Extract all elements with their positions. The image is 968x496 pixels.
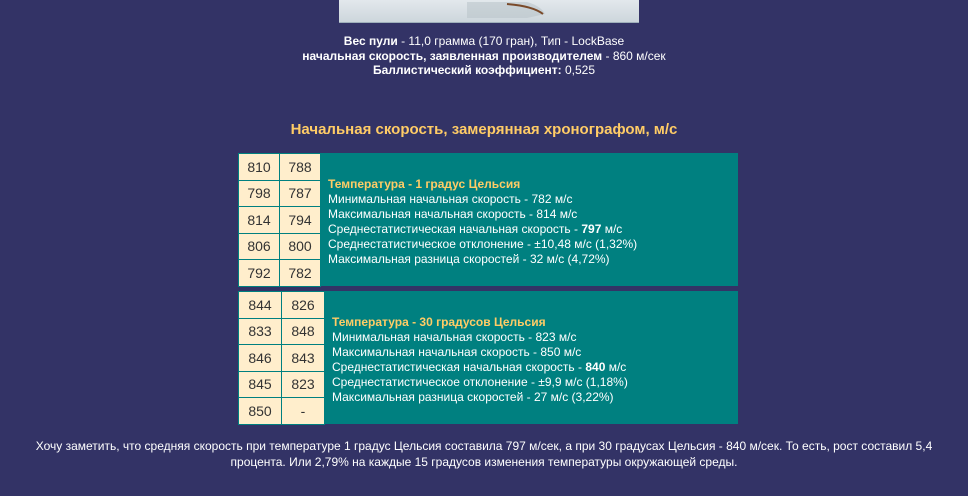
reading-cell: 810 [239, 154, 279, 180]
table-row [239, 260, 320, 286]
reading-cell: 848 [282, 319, 324, 345]
spec-velocity-line [0, 49, 968, 64]
stat-stdev: Среднестатистическое отклонение - ±9,9 м/с (1,18%) [332, 375, 628, 389]
spec-bc-line [0, 63, 968, 78]
spec-weight-value: - 11,0 грамма (170 гран), Тип - LockBase [397, 34, 625, 48]
reading-cell: - [282, 398, 324, 424]
reading-cell: 814 [239, 207, 279, 233]
spec-bc-value: 0,525 [561, 63, 596, 77]
stat-max: Максимальная начальная скорость - 814 м/с [328, 207, 578, 221]
table-row [239, 234, 320, 260]
conclusion-note: Хочу заметить, что средняя скорость при температуре 1 градус Цельсия составила 797 м/сек, а при 30 градусах Цельсия - 840 м/сек. То есть, рост составил 5,4 процента. Или 2,79% на каждые 15 градусов изменения температуры окружающей среды. [35, 439, 933, 469]
reading-cell: 800 [280, 234, 320, 260]
stat-spread: Максимальная разница скоростей - 27 м/с (3,22%) [332, 390, 614, 404]
table-row [239, 372, 324, 398]
reading-cell: 798 [239, 181, 279, 207]
group-heading: Температура - 1 градус Цельсия [328, 177, 521, 191]
stat-min: Минимальная начальная скорость - 823 м/с [332, 330, 577, 344]
stat-average-label: Среднестатистическая начальная скорость - [332, 360, 586, 374]
reading-cell: 844 [239, 292, 281, 318]
readings-table [238, 291, 325, 425]
reading-cell: 833 [239, 319, 281, 345]
table-row [239, 181, 320, 207]
bullet-specs [0, 34, 968, 78]
table-row [239, 345, 324, 371]
table-row [239, 398, 324, 424]
section-title: Начальная скорость, замерянная хронографом, м/с [290, 121, 678, 138]
stat-min: Минимальная начальная скорость - 782 м/с [328, 192, 573, 206]
reading-cell: 823 [282, 372, 324, 398]
stat-spread: Максимальная разница скоростей - 32 м/с (4,72%) [328, 252, 610, 266]
spec-velocity-label: начальная скорость, заявленная производителем [302, 48, 603, 63]
reading-cell: 788 [280, 154, 320, 180]
reading-cell: 843 [282, 345, 324, 371]
stat-average-value: 797 [581, 222, 602, 236]
stat-average-unit: м/с [605, 360, 627, 374]
table-row [239, 207, 320, 233]
stat-average-value: 840 [585, 360, 606, 374]
group-stats [332, 315, 628, 405]
stat-max: Максимальная начальная скорость - 850 м/с [332, 345, 582, 359]
stat-average-unit: м/с [601, 222, 623, 236]
reading-cell: 846 [239, 345, 281, 371]
reading-cell: 794 [280, 207, 320, 233]
table-row [239, 292, 324, 318]
reading-cell: 806 [239, 234, 279, 260]
table-row [239, 319, 324, 345]
bullet-image [339, 0, 639, 23]
stat-average [328, 222, 637, 237]
temperature-group-1 [238, 153, 738, 286]
group-stats [328, 177, 637, 267]
temperature-group-30 [238, 291, 738, 424]
reading-cell: 787 [280, 181, 320, 207]
reading-cell: 850 [239, 398, 281, 424]
reading-cell: 826 [282, 292, 324, 318]
table-row [239, 154, 320, 180]
spec-weight-label: Вес пули [343, 34, 398, 48]
spec-weight-line [0, 34, 968, 49]
group-heading: Температура - 30 градусов Цельсия [332, 315, 546, 329]
stat-average [332, 360, 628, 375]
reading-cell: 792 [239, 260, 279, 286]
bullet-tip-graphic [467, 0, 547, 20]
spec-velocity-value: - 860 м/сек [602, 48, 666, 63]
spec-bc-label: Баллистический коэффициент: [372, 63, 562, 77]
reading-cell: 845 [239, 372, 281, 398]
reading-cell: 782 [280, 260, 320, 286]
stat-average-label: Среднестатистическая начальная скорость - [328, 222, 582, 236]
stat-stdev: Среднестатистическое отклонение - ±10,48 м/с (1,32%) [328, 237, 638, 251]
readings-table [238, 153, 321, 287]
